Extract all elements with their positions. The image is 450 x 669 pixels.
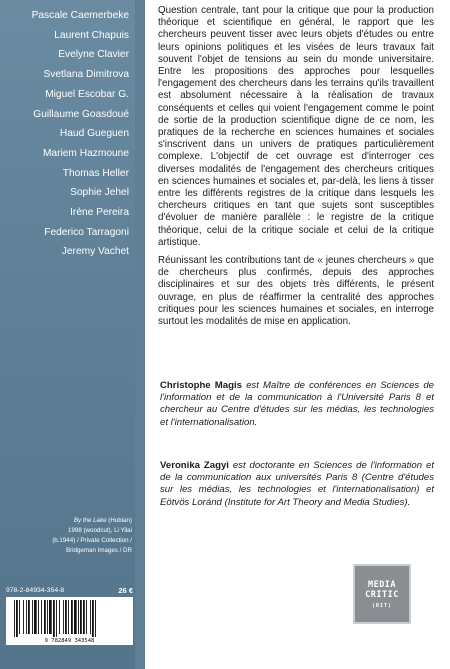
author-name: Laurent Chapuis xyxy=(54,29,129,41)
barcode-bar xyxy=(86,600,87,634)
credit-title-line xyxy=(10,516,132,526)
author-name: Haud Gueguen xyxy=(59,128,129,140)
blurb xyxy=(158,5,434,328)
barcode-digits: 9 782849 343548 xyxy=(44,638,95,644)
image-credit xyxy=(10,516,132,556)
barcode xyxy=(6,597,133,645)
author-name: Guillaume Goasdoué xyxy=(33,108,129,120)
author-name: Sophie Jehel xyxy=(70,187,129,199)
barcode-bar xyxy=(74,600,77,634)
author-name: Thomas Heller xyxy=(62,167,129,179)
barcode-bar xyxy=(90,600,91,634)
barcode-graphic xyxy=(6,597,133,645)
logo-line: (RIT) xyxy=(371,603,393,609)
author-name: Miguel Escobar G. xyxy=(45,88,129,100)
barcode-bar xyxy=(23,600,24,634)
author-name: Pascale Caemerbeke xyxy=(31,10,129,21)
credit-line: Bridgeman Images / DR xyxy=(65,547,132,554)
author-name: Svetlana Dimitrova xyxy=(43,69,129,81)
author-list xyxy=(0,6,129,262)
blurb-paragraph: Question centrale, tant pour la critique que pour la production théorique et scientifique en général, le rapport que les chercheurs peuvent tisser avec leurs objets d'études ou entre leurs opinions politiques et les visées de leurs travaux fait souvent l'objet de tensions au sein du monde universitaire. Entre les propositions des approches pour lesquelles l'engagement des chercheurs dans les terrains qu'ils travaillent est absolument nécessaire à la réalisation de travaux conséquents et celles qui voient l'engagement comme le point de sortie de la production scientifique digne de ce nom, les pratiques de la recherche en sciences humaines et sociales s'inscrivent dans un univers de pratiques particulièrement complexe. L'objectif de cet ouvrage est d'interroger ces diverses modalités de l'engagement des chercheurs critiques en sciences humaines et sociales et, par-delà, les liens à tisser entre les différents registres de la critique dans lesquels les chercheurs critiques en tant que sujets sont susceptibles d'évoluer de manière parallèle : le registre de la critique théorique, celui de la critique sociale et celui de la critique artistique. xyxy=(158,5,434,248)
author-name: Irène Pereira xyxy=(70,207,129,219)
author-sidebar xyxy=(0,0,135,669)
barcode-bar xyxy=(16,600,18,637)
credit-title: By the Lake xyxy=(73,517,107,524)
barcode-bar xyxy=(44,600,46,634)
bio-text: est doctorante en Sciences de l'information et de la communication aux universités Paris 8 (Centre d'études sur les médias, les technologies et l'internationalisation) et Eötvös Loránd (Institute for Art Theory and Media Studies). xyxy=(160,460,434,508)
credit-line: (b.1944) / Private Collection / xyxy=(52,537,132,544)
price: 26 € xyxy=(118,586,133,595)
blurb-paragraph: Réunissant les contributions tant de « jeunes chercheurs » que de chercheurs plus confirmés, depuis des approches disciplinaires et sur des objets très différents, le présent ouvrage, en plus de réaffirmer la centralité des approches critiques pour les sciences humaines et sociales, en interroge surtout les modalités de mise en application. xyxy=(158,255,434,328)
logo-line: MEDIA xyxy=(367,580,397,590)
bio-text: est Maître de conférences en Sciences de l'information et de la communication à l'Université Paris 8 et chercheur au Centre d'études sur les médias, les technologies et l'internationalisation. xyxy=(160,380,434,428)
barcode-bar xyxy=(56,600,57,637)
author-bio xyxy=(160,460,434,509)
barcode-bar xyxy=(14,600,15,637)
barcode-bar xyxy=(59,600,60,634)
bio-name: Veronika Zagyi xyxy=(160,460,229,471)
isbn-number: 978-2-84934-354-8 xyxy=(6,587,65,594)
isbn-row xyxy=(6,586,133,595)
barcode-bar xyxy=(26,600,27,634)
barcode-bar xyxy=(47,600,48,634)
barcode-bar xyxy=(68,600,69,634)
author-name: Mariem Hazmoune xyxy=(42,147,129,159)
barcode-bar xyxy=(78,600,79,634)
author-name: Jeremy Vachet xyxy=(61,246,129,258)
author-bio xyxy=(160,380,434,429)
barcode-bar xyxy=(83,600,85,634)
barcode-bar xyxy=(92,600,94,637)
logo-line: CRITIC xyxy=(365,590,399,600)
barcode-bar xyxy=(34,600,37,634)
barcode-bar xyxy=(53,600,55,637)
barcode-bar xyxy=(19,600,20,634)
barcode-bar xyxy=(95,600,96,637)
barcode-bar xyxy=(49,600,52,634)
barcode-bar xyxy=(28,600,30,634)
barcode-bar xyxy=(65,600,67,634)
barcode-bar xyxy=(38,600,39,634)
bio-name: Christophe Magis xyxy=(160,380,242,391)
credit-line: 1998 (woodcut), Li Yilai xyxy=(68,527,132,534)
barcode-bar xyxy=(80,600,82,634)
barcode-bar xyxy=(32,600,33,634)
credit-title-suffix: (Hubian) xyxy=(106,517,132,524)
publisher-logo xyxy=(353,564,411,624)
author-name: Evelyne Clavier xyxy=(58,49,129,61)
barcode-bar xyxy=(63,600,64,634)
barcode-bar xyxy=(41,600,42,634)
author-name: Federico Tarragoni xyxy=(44,226,129,238)
barcode-bar xyxy=(71,600,73,634)
